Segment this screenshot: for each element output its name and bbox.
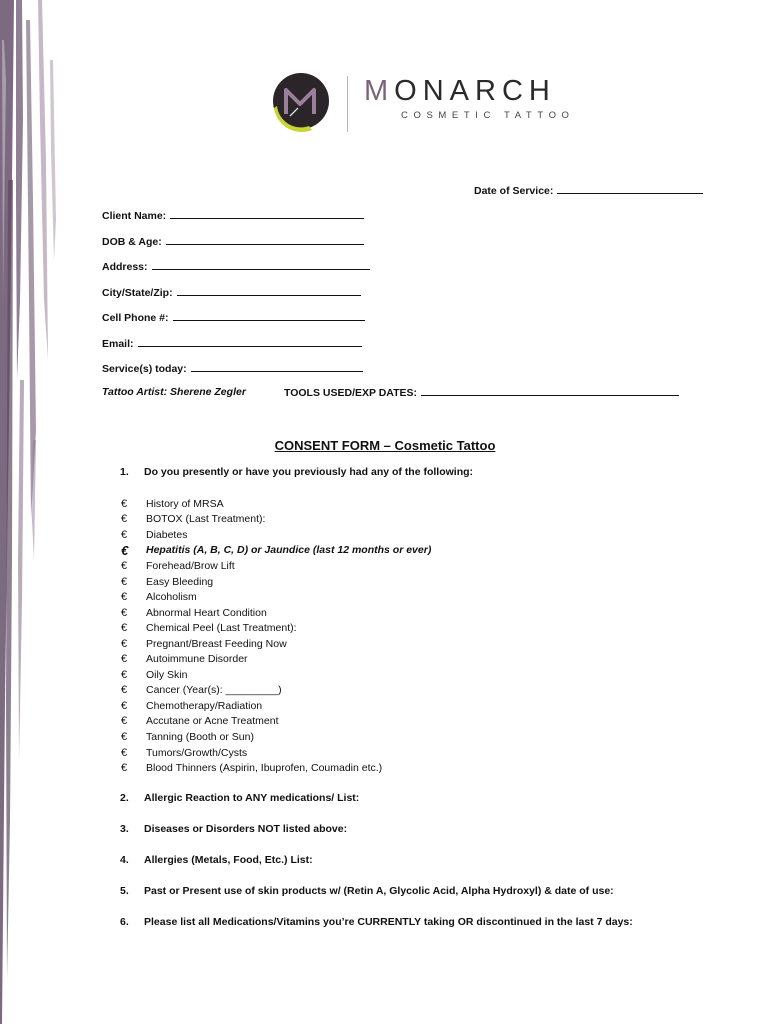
condition-label: Blood Thinners (Aspirin, Ibuprofen, Coumadin etc.) bbox=[146, 762, 383, 775]
dob-age-blank[interactable] bbox=[166, 235, 364, 245]
checkbox-glyph-icon[interactable]: € bbox=[121, 513, 128, 526]
checkbox-glyph-icon[interactable]: € bbox=[121, 528, 128, 541]
condition-label: Pregnant/Breast Feeding Now bbox=[146, 637, 287, 650]
question-6: 6. Please list all Medications/Vitamins you’re CURRENTLY taking OR discontinued in the last 7 days: bbox=[120, 916, 633, 928]
condition-label: Cancer (Year(s): _________) bbox=[146, 684, 282, 697]
checkbox-glyph-icon[interactable]: € bbox=[121, 622, 128, 635]
checkbox-glyph-icon[interactable]: € bbox=[121, 668, 128, 681]
condition-label: History of MRSA bbox=[146, 497, 224, 510]
condition-label: Abnormal Heart Condition bbox=[146, 606, 267, 619]
checkbox-glyph-icon[interactable]: € bbox=[121, 559, 128, 572]
tools-used-field bbox=[284, 386, 679, 399]
conditions-checklist bbox=[121, 496, 431, 776]
condition-item bbox=[121, 620, 431, 636]
dob-age-label: DOB & Age: bbox=[102, 236, 162, 248]
checkbox-glyph-icon[interactable]: € bbox=[121, 606, 128, 619]
condition-label: Easy Bleeding bbox=[146, 575, 214, 588]
checkbox-glyph-icon[interactable]: € bbox=[121, 715, 128, 728]
condition-label: Tanning (Booth or Sun) bbox=[146, 730, 254, 743]
condition-item bbox=[121, 667, 431, 683]
client-name-field bbox=[102, 209, 364, 222]
condition-item bbox=[121, 729, 431, 745]
condition-label: Tumors/Growth/Cysts bbox=[146, 746, 248, 759]
condition-item bbox=[121, 714, 431, 730]
checkbox-glyph-icon[interactable]: € bbox=[121, 684, 128, 697]
checkbox-glyph-icon[interactable]: € bbox=[121, 542, 129, 558]
question-2: 2. Allergic Reaction to ANY medications/ List: bbox=[120, 792, 360, 804]
question-3: 3. Diseases or Disorders NOT listed above: bbox=[120, 823, 348, 835]
city-state-zip-field bbox=[102, 286, 361, 299]
address-field bbox=[102, 260, 370, 273]
condition-item bbox=[121, 512, 431, 528]
client-name-blank[interactable] bbox=[170, 209, 364, 219]
city-state-zip-blank[interactable] bbox=[177, 286, 361, 296]
cell-phone-blank[interactable] bbox=[173, 311, 365, 321]
condition-item bbox=[121, 745, 431, 761]
client-name-label: Client Name: bbox=[102, 210, 167, 222]
checkbox-glyph-icon[interactable]: € bbox=[121, 746, 128, 759]
date-of-service-field bbox=[474, 184, 703, 197]
checkbox-glyph-icon[interactable]: € bbox=[121, 591, 128, 604]
condition-label: Hepatitis (A, B, C, D) or Jaundice (last 12 months or ever) bbox=[146, 544, 432, 557]
condition-item bbox=[121, 589, 431, 605]
dob-age-field bbox=[102, 235, 364, 248]
condition-item bbox=[121, 527, 431, 543]
condition-label: Accutane or Acne Treatment bbox=[146, 715, 279, 728]
brand-name: MONARCH bbox=[364, 75, 556, 107]
logo-divider bbox=[347, 76, 348, 132]
tattoo-artist: Tattoo Artist: Sherene Zegler bbox=[102, 386, 246, 398]
checkbox-glyph-icon[interactable]: € bbox=[121, 637, 128, 650]
condition-label: Chemical Peel (Last Treatment): bbox=[146, 622, 297, 635]
services-blank[interactable] bbox=[191, 362, 363, 372]
question-1: 1. Do you presently or have you previously had any of the following: bbox=[120, 466, 474, 478]
tools-used-label: TOOLS USED/EXP DATES: bbox=[284, 387, 418, 399]
checkbox-glyph-icon[interactable]: € bbox=[121, 762, 128, 775]
question-4: 4. Allergies (Metals, Food, Etc.) List: bbox=[120, 854, 313, 866]
services-label: Service(s) today: bbox=[102, 363, 187, 375]
cell-phone-field bbox=[102, 311, 365, 324]
condition-label: Forehead/Brow Lift bbox=[146, 559, 235, 572]
condition-label: Diabetes bbox=[146, 528, 188, 541]
condition-item bbox=[121, 651, 431, 667]
email-field bbox=[102, 337, 362, 350]
condition-label: BOTOX (Last Treatment): bbox=[146, 513, 266, 526]
tools-used-blank[interactable] bbox=[421, 386, 679, 396]
checkbox-glyph-icon[interactable]: € bbox=[121, 653, 128, 666]
form-title: CONSENT FORM – Cosmetic Tattoo bbox=[274, 438, 496, 453]
brand-subtitle: COSMETIC TATTOO bbox=[401, 110, 575, 121]
date-of-service-blank[interactable] bbox=[557, 184, 703, 194]
condition-label: Oily Skin bbox=[146, 668, 188, 681]
condition-item bbox=[121, 605, 431, 621]
address-blank[interactable] bbox=[152, 260, 370, 270]
condition-item bbox=[121, 698, 431, 714]
condition-label: Autoimmune Disorder bbox=[146, 653, 248, 666]
services-field bbox=[102, 362, 363, 375]
email-blank[interactable] bbox=[138, 337, 362, 347]
condition-label: Alcoholism bbox=[146, 591, 197, 604]
condition-item bbox=[121, 574, 431, 590]
condition-item bbox=[121, 683, 431, 699]
date-of-service-label: Date of Service: bbox=[474, 185, 554, 197]
question-5: 5. Past or Present use of skin products w/ (Retin A, Glycolic Acid, Alpha Hydroxyl) & date of use: bbox=[120, 885, 614, 897]
brush-stroke-decoration bbox=[0, 0, 80, 1024]
address-label: Address: bbox=[102, 261, 148, 273]
checkbox-glyph-icon[interactable]: € bbox=[121, 699, 128, 712]
email-label: Email: bbox=[102, 338, 134, 350]
cell-phone-label: Cell Phone #: bbox=[102, 312, 169, 324]
condition-item bbox=[121, 496, 431, 512]
condition-item bbox=[121, 558, 431, 574]
city-state-zip-label: City/State/Zip: bbox=[102, 287, 173, 299]
checkbox-glyph-icon[interactable]: € bbox=[121, 497, 128, 510]
monarch-logo bbox=[268, 72, 575, 134]
condition-label: Chemotherapy/Radiation bbox=[146, 699, 263, 712]
monarch-m-emblem-icon bbox=[268, 72, 330, 134]
checkbox-glyph-icon[interactable]: € bbox=[121, 730, 128, 743]
condition-item bbox=[121, 543, 431, 559]
checkbox-glyph-icon[interactable]: € bbox=[121, 575, 128, 588]
condition-item bbox=[121, 760, 431, 776]
condition-item bbox=[121, 636, 431, 652]
